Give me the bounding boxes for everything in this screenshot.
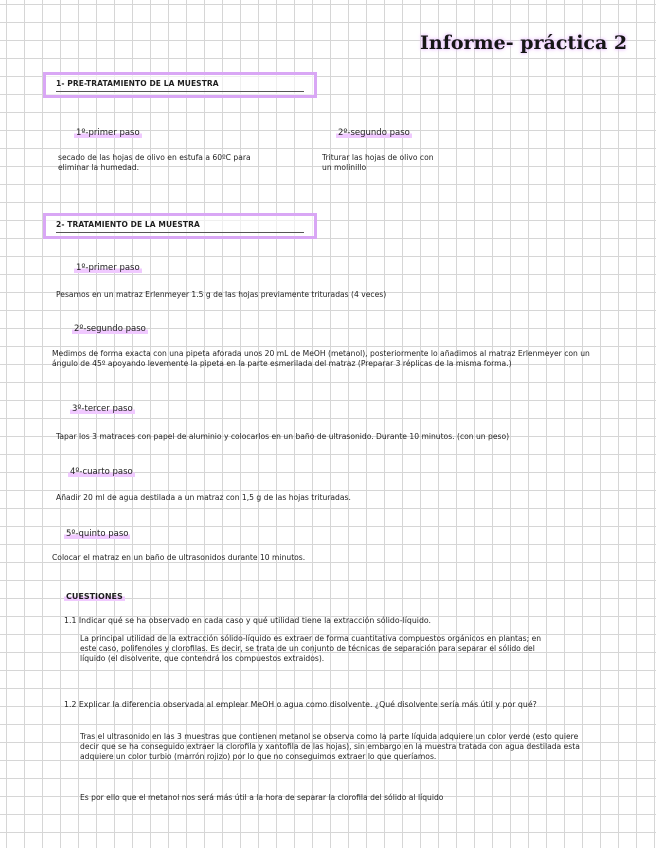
section-2-underline bbox=[56, 232, 304, 233]
s2-step2-title: 2º-segundo paso bbox=[74, 324, 146, 334]
page-title: Informe- práctica 2 bbox=[420, 32, 628, 54]
section-1-underline bbox=[56, 91, 304, 92]
answer-2: Tras el ultrasonido en las 3 muestras que contienen metanol se observa como la parte líquida adquiere un color verde (esto quiere decir que se ha conseguido extraer la clorofila y xantofila de las hojas), sin embargo en la muestra tratada con agua destilada esta adquiere un color turbio (marrón rojizo) por lo que no conseguimos extraer lo que queríamos. bbox=[80, 732, 580, 761]
s2-step4-title: 4º-cuarto paso bbox=[70, 467, 133, 477]
s1-step2-text: Triturar las hojas de olivo con un molinillo bbox=[322, 153, 434, 172]
section-2-label: 2- TRATAMIENTO DE LA MUESTRA bbox=[56, 220, 200, 229]
s2-step1-text: Pesamos en un matraz Erlenmeyer 1.5 g de las hojas previamente trituradas (4 veces) bbox=[56, 290, 387, 299]
s2-step5-text: Colocar el matraz en un baño de ultrasonidos durante 10 minutos. bbox=[52, 553, 306, 562]
question-1: 1.1 Indicar qué se ha observado en cada caso y qué utilidad tiene la extracción sólido-líquido. bbox=[64, 616, 432, 625]
s1-step1-text: secado de las hojas de olivo en estufa a 60ºC para eliminar la humedad. bbox=[58, 153, 251, 172]
question-2: 1.2 Explicar la diferencia observada al emplear MeOH o agua como disolvente. ¿Qué disolvente sería más útil y por qué? bbox=[64, 700, 537, 709]
s1-step2-title: 2º-segundo paso bbox=[338, 128, 410, 138]
section-2-box bbox=[43, 213, 317, 239]
s2-step5-title: 5º-quinto paso bbox=[66, 529, 129, 539]
s2-step1-title: 1º-primer paso bbox=[76, 263, 140, 273]
section-1-label: 1- PRE-TRATAMIENTO DE LA MUESTRA bbox=[56, 79, 219, 88]
questions-header: CUESTIONES bbox=[66, 592, 123, 601]
answer-1: La principal utilidad de la extracción sólido-líquido es extraer de forma cuantitativa compuestos orgánicos en plantas; en este caso, polifenoles y clorofilas. Es decir, se trata de un conjunto de técnicas de separación para separar el sólido del líquido (el disolvente, que contendrá los compuestos extraidos). bbox=[80, 634, 542, 663]
s2-step2-text: Medimos de forma exacta con una pipeta aforada unos 20 mL de MeOH (metanol), posteriormente lo añadimos al matraz Erlenmeyer con un ángulo de 45º apoyando levemente la pipeta en la parte esmerilada del matraz (Preparar 3 réplicas de la misma forma.) bbox=[52, 349, 590, 368]
s2-step3-text: Tapar los 3 matraces con papel de aluminio y colocarlos en un baño de ultrasonido. Durante 10 minutos. (con un peso) bbox=[56, 432, 510, 441]
s1-step1-title: 1º-primer paso bbox=[76, 128, 140, 138]
conclusion: Es por ello que el metanol nos será más útil a la hora de separar la clorofila del sólido al líquido bbox=[80, 793, 444, 802]
s2-step4-text: Añadir 20 ml de agua destilada a un matraz con 1,5 g de las hojas trituradas. bbox=[56, 493, 351, 502]
s2-step3-title: 3º-tercer paso bbox=[72, 404, 133, 414]
section-1-box bbox=[43, 72, 317, 98]
